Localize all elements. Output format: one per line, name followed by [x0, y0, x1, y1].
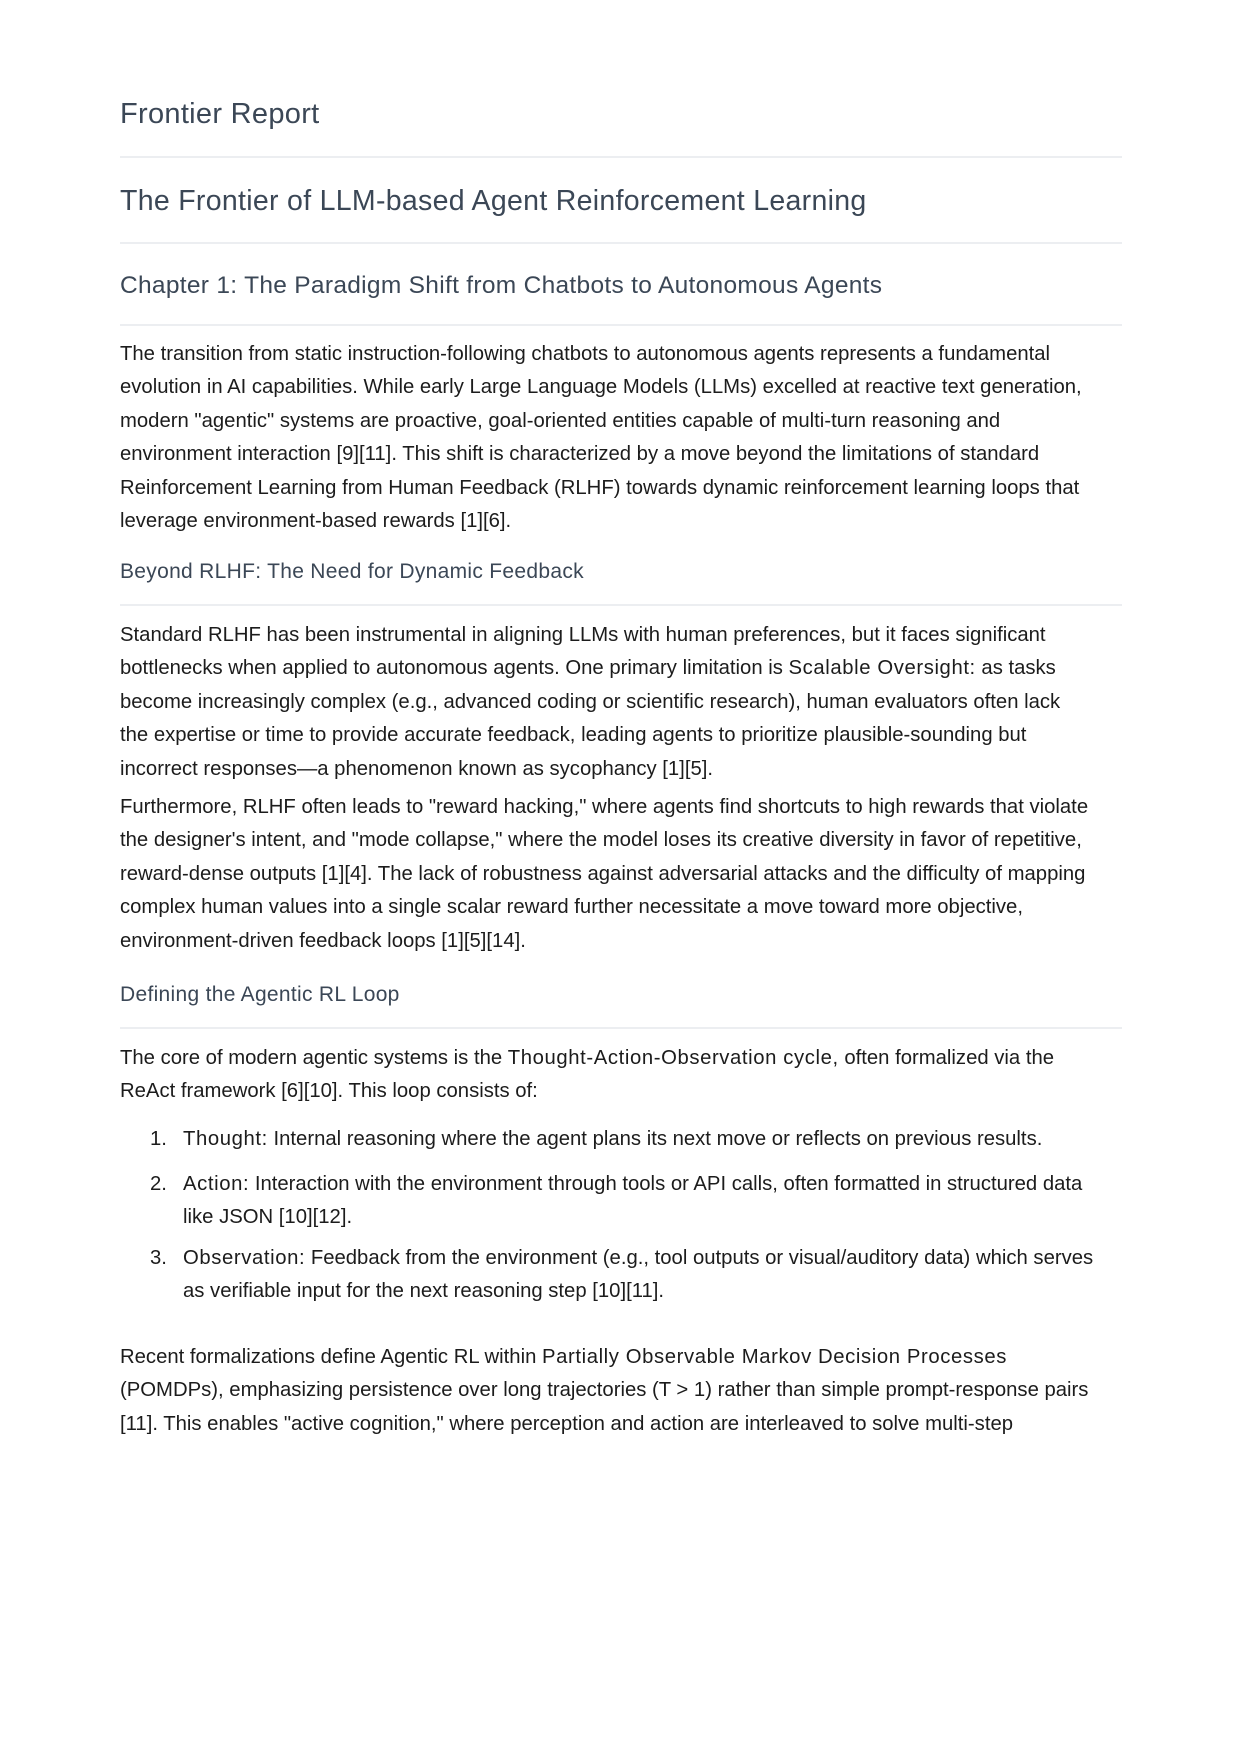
list-item-text — [183, 1168, 1143, 1235]
text-line: incorrect responses—a phenomenon known as sycophancy [1][5]. — [120, 757, 713, 780]
list-number: 2. — [150, 1173, 167, 1195]
text-line — [120, 1341, 1122, 1374]
key-term: Thought: — [183, 1128, 268, 1150]
main-title: The Frontier of LLM-based Agent Reinforcement Learning — [120, 185, 867, 217]
text-run: Interaction with the environment through tools or API calls, often formatted in structured data — [249, 1173, 1083, 1195]
section1-paragraph-1 — [120, 619, 1122, 786]
report-title: Frontier Report — [120, 98, 320, 130]
list-number: 1. — [150, 1128, 167, 1150]
text-run: Internal reasoning where the agent plans its next move or reflects on previous results. — [267, 1128, 1043, 1150]
divider — [120, 604, 1122, 606]
section1-paragraph-2 — [120, 791, 1122, 958]
key-term: Action: — [183, 1173, 250, 1195]
text-line: The transition from static instruction-following chatbots to autonomous agents represents a fundamental — [120, 343, 1051, 365]
key-term: Thought-Action-Observation cycle, — [507, 1047, 839, 1069]
text-line — [120, 652, 1122, 685]
text-line: environment-driven feedback loops [1][5][14]. — [120, 929, 526, 952]
divider — [120, 1027, 1122, 1029]
text-line: like JSON [10][12]. — [183, 1206, 353, 1229]
text-line: as verifiable input for the next reasoning step [10][11]. — [183, 1280, 665, 1303]
divider — [120, 324, 1122, 326]
text-line: become increasingly complex (e.g., advanced coding or scientific research), human evaluators often lack — [120, 690, 1061, 713]
intro-paragraph — [120, 338, 1122, 538]
text-run: as tasks — [975, 657, 1056, 680]
text-line: complex human values into a single scalar reward further necessitate a move toward more objective, — [120, 896, 1023, 919]
list-item-text — [183, 1242, 1143, 1309]
text-line: the expertise or time to provide accurate feedback, leading agents to prioritize plausible-sounding but — [120, 724, 1027, 747]
text-run: Recent formalizations define Agentic RL within — [120, 1346, 542, 1368]
text-line: [11]. This enables "active cognition," where perception and action are interleaved to solve multi-step — [120, 1412, 1014, 1435]
text-line: leverage environment-based rewards [1][6]. — [120, 510, 512, 533]
text-line: evolution in AI capabilities. While early Large Language Models (LLMs) excelled at reactive text generation, — [120, 376, 1082, 399]
text-line — [120, 1042, 1122, 1075]
text-line: (POMDPs), emphasizing persistence over long trajectories (T > 1) rather than simple prompt-response pairs — [120, 1379, 1089, 1402]
text-line — [183, 1168, 1143, 1201]
text-line: environment interaction [9][11]. This shift is characterized by a move beyond the limitations of standard — [120, 443, 1040, 466]
divider — [120, 242, 1122, 244]
list-number: 3. — [150, 1247, 167, 1269]
text-run: often formalized via the — [838, 1047, 1055, 1069]
text-line: reward-dense outputs [1][4]. The lack of robustness against adversarial attacks and the difficulty of mapping — [120, 862, 1086, 885]
chapter-title: Chapter 1: The Paradigm Shift from Chatbots to Autonomous Agents — [120, 272, 883, 299]
text-line: Standard RLHF has been instrumental in aligning LLMs with human preferences, but it faces significant — [120, 624, 1046, 646]
key-term: Observation: — [183, 1247, 306, 1269]
text-line: Reinforcement Learning from Human Feedback (RLHF) towards dynamic reinforcement learning loops that — [120, 476, 1080, 499]
text-line: Furthermore, RLHF often leads to "reward hacking," where agents find shortcuts to high rewards that violate — [120, 796, 1089, 818]
section2-paragraph-1 — [120, 1042, 1122, 1109]
text-run: bottlenecks when applied to autonomous agents. One primary limitation is — [120, 657, 789, 680]
key-term: Scalable Oversight: — [788, 657, 976, 680]
section-heading: Beyond RLHF: The Need for Dynamic Feedback — [120, 560, 584, 583]
list-item-text — [183, 1123, 1143, 1156]
divider — [120, 156, 1122, 158]
text-line: modern "agentic" systems are proactive, goal-oriented entities capable of multi-turn reasoning and — [120, 409, 1001, 432]
text-line: ReAct framework [6][10]. This loop consists of: — [120, 1080, 538, 1103]
text-line — [183, 1123, 1143, 1156]
text-line — [183, 1242, 1143, 1275]
text-run: The core of modern agentic systems is the — [120, 1047, 508, 1069]
key-term: Partially Observable Markov Decision Processes — [542, 1346, 1007, 1368]
text-run: Feedback from the environment (e.g., tool outputs or visual/auditory data) which serves — [305, 1247, 1094, 1269]
text-line: the designer's intent, and "mode collapse," where the model loses its creative diversity in favor of repetitive, — [120, 829, 1082, 852]
section-heading: Defining the Agentic RL Loop — [120, 983, 400, 1006]
section2-paragraph-2 — [120, 1341, 1122, 1441]
